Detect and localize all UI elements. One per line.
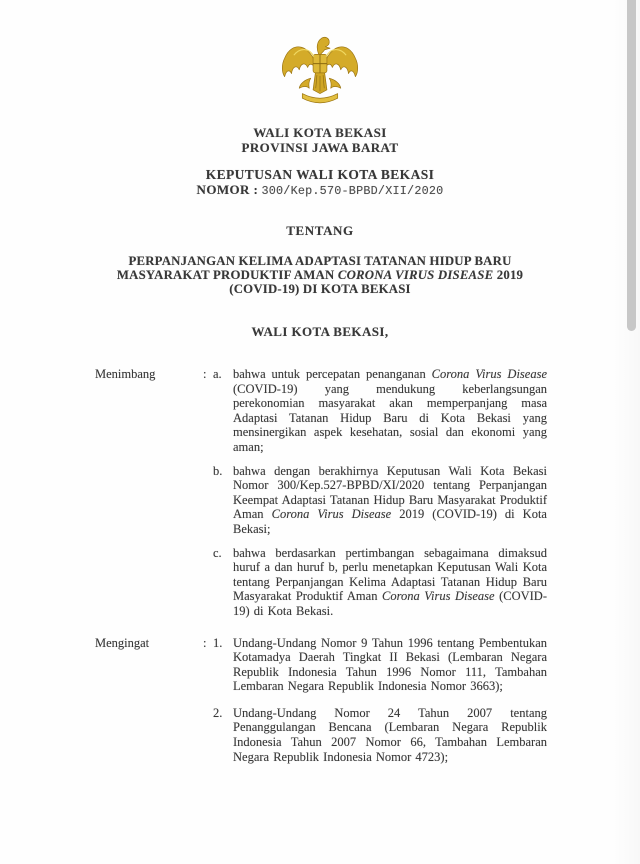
decree-title-line-1: PERPANJANGAN KELIMA ADAPTASI TATANAN HIDUP BARU — [128, 254, 512, 268]
decree-heading — [0, 168, 640, 198]
tentang-heading: TENTANG — [286, 223, 354, 238]
decree-title — [0, 254, 640, 296]
mengingat-item-2 — [95, 706, 547, 764]
mengingat-colon: : — [203, 635, 207, 650]
menimbang-item-c — [95, 546, 547, 619]
item-text: bahwa untuk percepatan penanganan Corona Virus Disease (COVID-19) yang mendukung keberlangsungan perekonomian masyarakat akan memperpanjang masa Adaptasi Tatanan Hidup Baru di Kota Bekasi yang mensinergikan aspek kesehatan, sosial dan ekonomi yang aman; — [233, 367, 547, 454]
decree-number-label: NOMOR : — [196, 181, 259, 197]
decree-number-line — [0, 183, 640, 199]
item-text: Undang-Undang Nomor 9 Tahun 1996 tentang Pembentukan Kotamadya Daerah Tingkat II Bekasi (Lembaran Negara Republik Indonesia Tahun 1996 Nomor 111, Tambahan Lembaran Negara Republik Indonesia Nomor 3663); — [233, 635, 547, 694]
item-marker: a. — [213, 367, 222, 381]
scrollbar-thumb[interactable] — [627, 0, 636, 331]
clauses-container — [95, 367, 547, 764]
decree-title-line-2: MASYARAKAT PRODUKTIF AMAN CORONA VIRUS DISEASE 2019 — [116, 268, 524, 282]
mengingat-section — [95, 636, 547, 765]
garuda-pancasila-icon — [280, 26, 360, 112]
mengingat-label: Mengingat — [95, 635, 150, 650]
emblem-container — [0, 0, 640, 112]
item-marker: 1. — [213, 635, 223, 650]
letterhead — [0, 126, 640, 155]
item-text: bahwa dengan berakhirnya Keputusan Wali Kota Bekasi Nomor 300/Kep.527-BPBD/XI/2020 tentang Perpanjangan Keempat Adaptasi Tatanan Hidup Baru Masyarakat Produktif Aman Corona Virus Disease 2019 (COVID-19) di Kota Bekasi; — [233, 463, 547, 536]
menimbang-label: Menimbang — [95, 367, 156, 381]
item-text: bahwa berdasarkan pertimbangan sebagaimana dimaksud huruf a dan huruf b, perlu menetapkan Keputusan Wali Kota tentang Perpanjangan Kelima Adaptasi Tatanan Hidup Baru Masyarakat Produktif Aman Corona Virus Disease (COVID-19) di Kota Bekasi. — [233, 545, 547, 618]
menimbang-section — [95, 367, 547, 619]
item-text: Undang-Undang Nomor 24 Tahun 2007 tentang Penanggulangan Bencana (Lembaran Negara Republik Indonesia Tahun 2007 Nomor 66, Tambahan Lembaran Negara Republik Indonesia Nomor 4723); — [233, 705, 547, 764]
decree-type: KEPUTUSAN WALI KOTA BEKASI — [205, 167, 435, 182]
menimbang-item-a — [95, 367, 547, 455]
item-marker: 2. — [213, 705, 223, 720]
menimbang-colon: : — [203, 367, 207, 381]
decree-number-value: 300/Kep.570-BPBD/XII/2020 — [261, 183, 444, 198]
province-name: PROVINSI JAWA BARAT — [241, 139, 399, 155]
item-marker: c. — [213, 545, 222, 560]
org-name: WALI KOTA BEKASI — [253, 125, 387, 140]
item-marker: b. — [213, 463, 223, 478]
salutation: WALI KOTA BEKASI, — [251, 324, 389, 339]
decree-title-line-3: (COVID-19) DI KOTA BEKASI — [229, 282, 411, 296]
decree-title-italic: CORONA VIRUS DISEASE — [337, 268, 494, 282]
menimbang-item-b — [95, 464, 547, 537]
mengingat-item-1 — [95, 636, 547, 694]
